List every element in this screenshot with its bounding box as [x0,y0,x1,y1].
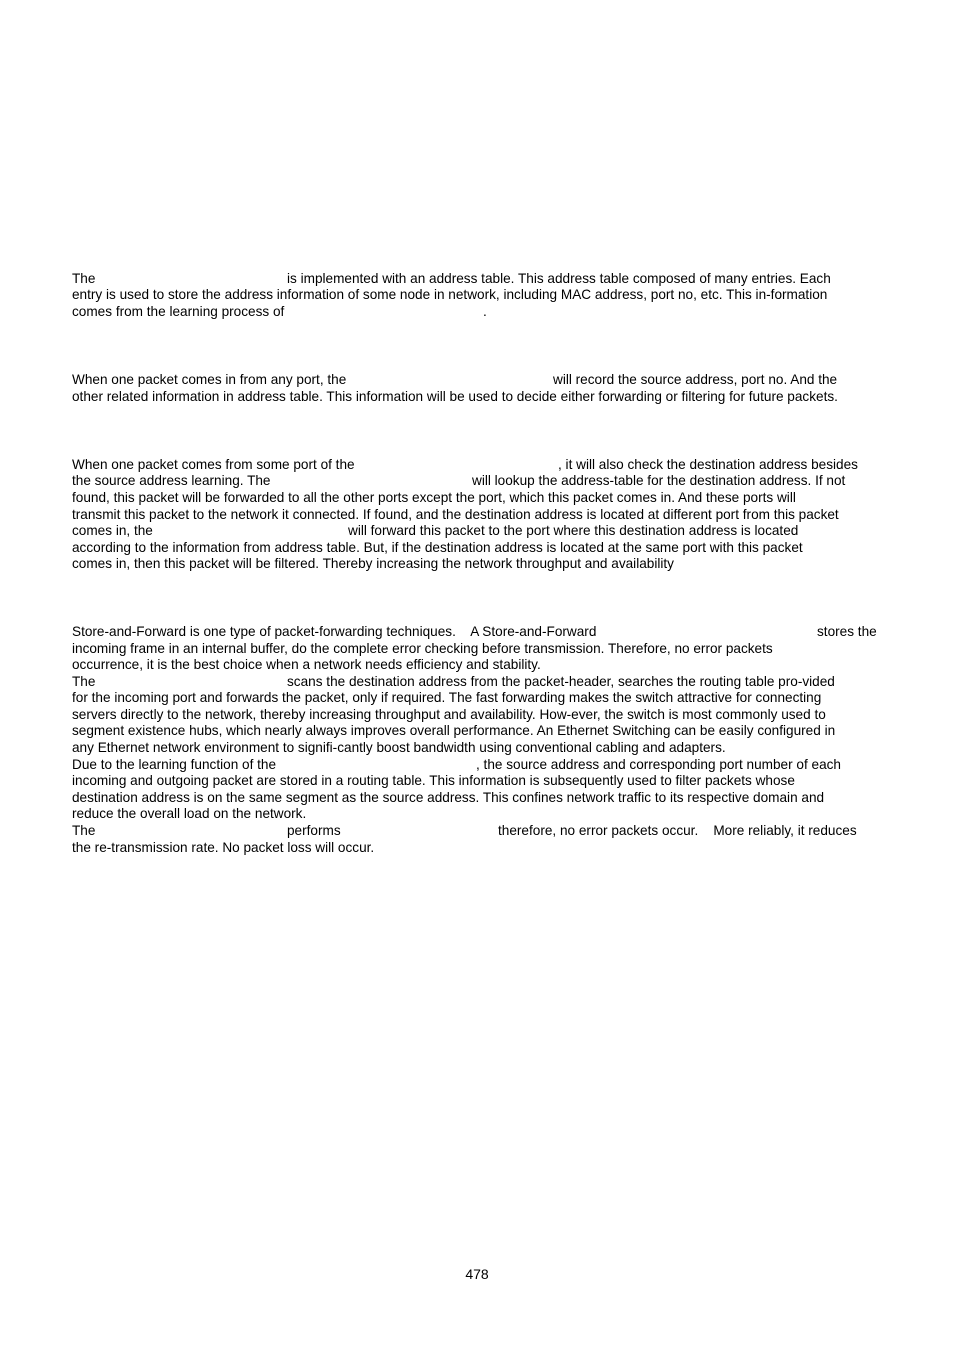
text-segment: scans the destination address from the packet-header, searches the routing table pro-vided [287,674,835,689]
text-line [72,270,884,287]
text-line: reduce the overall load on the network. [72,806,307,821]
text-segment: The [72,674,96,689]
text-segment: performs [287,823,341,838]
text-segment: is implemented with an address table. This address table composed of many entries. Each [287,271,831,286]
text-line: incoming frame in an internal buffer, do the complete error checking before transmission. Therefore, no error packets [72,641,773,656]
text-segment: the source address learning. The [72,473,271,488]
text-segment: , the source address and corresponding port number of each [476,757,841,772]
text-line: servers directly to the network, thereby increasing throughput and availability. How-ever, the switch is most commonly used to [72,707,826,722]
text-segment: The [72,271,96,286]
text-segment: comes from the learning process of [72,304,285,319]
text-segment: will forward this packet to the port where this destination address is located [348,523,799,538]
text-line: entry is used to store the address information of some node in network, including MAC address, port no, etc. This in-formation [72,287,828,302]
text-line: comes in, then this packet will be filtered. Thereby increasing the network throughput and availability [72,556,674,571]
text-line: other related information in address table. This information will be used to decide either forwarding or filtering for future packets. [72,389,838,404]
text-segment: therefore, no error packets occur. More reliably, it reduces [498,823,857,838]
text-line [72,472,884,489]
text-line: occurrence, it is the best choice when a network needs efficiency and stability. [72,657,541,672]
text-line: according to the information from address table. But, if the destination address is located at the same port with this packet [72,540,803,555]
text-segment: comes in, the [72,523,153,538]
text-line: segment existence hubs, which nearly always improves overall performance. An Ethernet Switching can be easily configured in [72,723,836,738]
text-segment: Store-and-Forward is one type of packet-forwarding techniques. A Store-and-Forward [72,624,597,639]
text-line: any Ethernet network environment to signifi-cantly boost bandwidth using conventional cabling and adapters. [72,740,726,755]
text-segment: When one packet comes in from any port, the [72,372,347,387]
text-line: transmit this packet to the network it connected. If found, and the destination address is located at different port from this packet [72,507,839,522]
text-line [72,456,884,473]
text-line: for the incoming port and forwards the packet, only if required. The fast forwarding makes the switch attractive for connecting [72,690,822,705]
text-line [72,822,884,839]
text-segment: Due to the learning function of the [72,757,277,772]
text-line [72,522,884,539]
text-line: incoming and outgoing packet are stored in a routing table. This information is subsequently used to filter packets whose [72,773,795,788]
text-line [72,756,884,773]
text-segment: . [483,304,487,319]
text-segment: , it will also check the destination address besides [558,457,858,472]
text-line [72,303,884,320]
text-segment: will record the source address, port no. And the [553,372,838,387]
text-line [72,371,884,388]
text-segment: stores the [817,624,877,639]
text-segment: When one packet comes from some port of the [72,457,355,472]
text-segment: will lookup the address-table for the destination address. If not [472,473,846,488]
text-line: destination address is on the same segment as the source address. This confines network traffic to its respective domain and [72,790,825,805]
text-line [72,673,884,690]
text-line: the re-transmission rate. No packet loss will occur. [72,840,375,855]
text-line [72,623,884,640]
text-segment: The [72,823,96,838]
text-line: found, this packet will be forwarded to all the other ports except the port, which this packet comes in. And these ports will [72,490,796,505]
page-number: 478 [465,1266,489,1282]
